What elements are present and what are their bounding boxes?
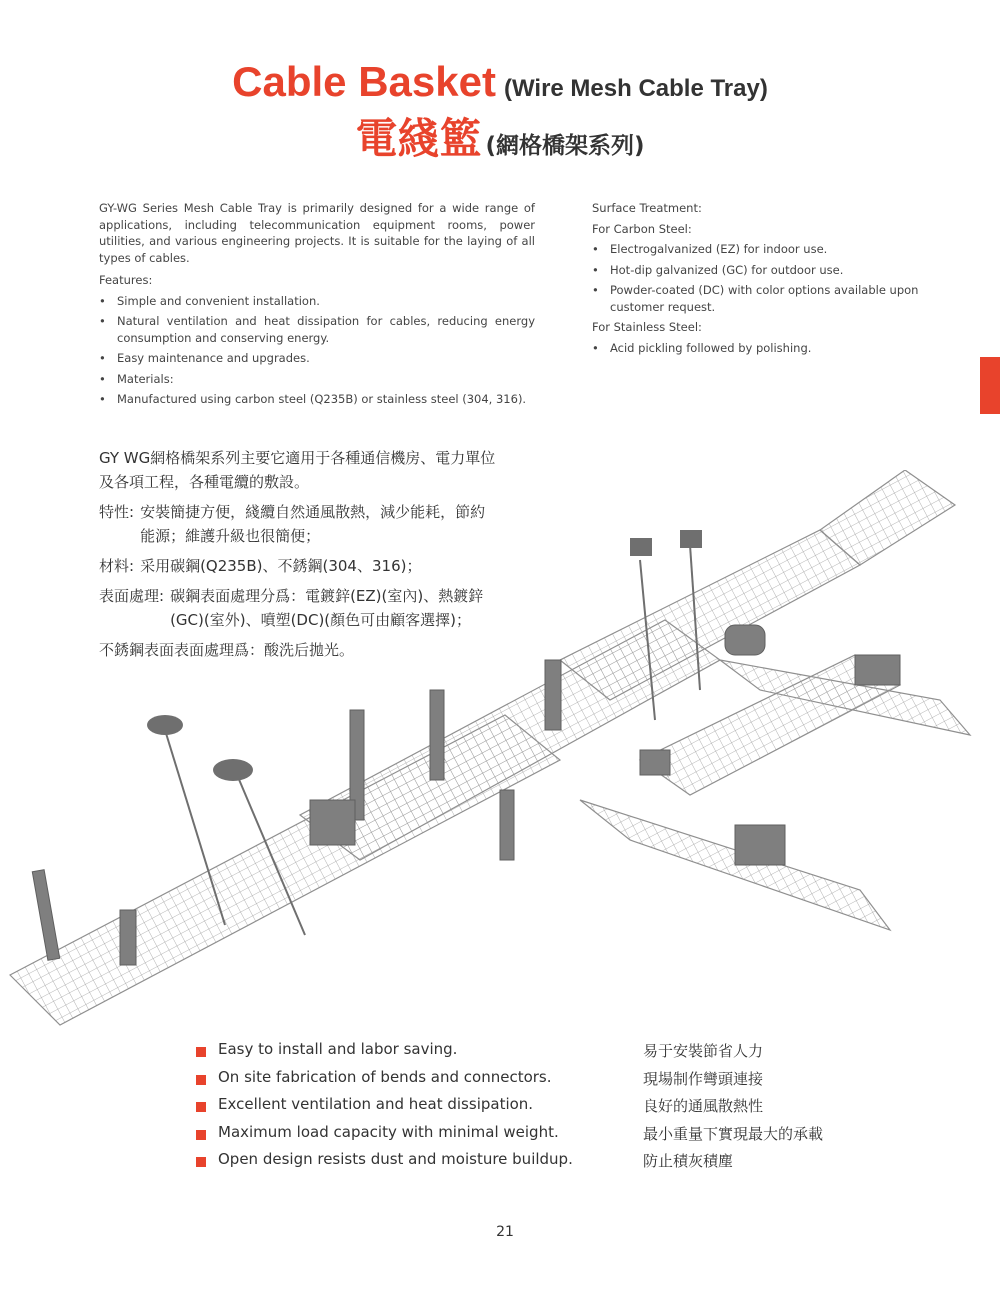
surface-treatment-section	[592, 200, 932, 360]
zh-intro: GY WG網格橋架系列主要它適用于各種通信機房、電力單位及各項工程，各種電纜的敷設。	[99, 449, 496, 491]
ceiling-mount	[213, 759, 253, 781]
features-heading: Features:	[99, 273, 153, 287]
list-item: • Acid pickling followed by polishing.	[592, 340, 932, 357]
benefit-zh: 防止積灰積塵	[643, 1152, 734, 1170]
title-zh-main: 電綫籃	[355, 114, 482, 163]
bullet-square-icon	[196, 1102, 206, 1112]
zh-features-label: 特性:	[99, 503, 135, 521]
zh-stainless-text: 不銹鋼表面表面處理爲：酸洗后拋光。	[99, 641, 355, 659]
list-item: • Easy maintenance and upgrades.	[99, 350, 535, 367]
list-item	[196, 1040, 896, 1068]
title-english	[0, 58, 1000, 106]
section-tab-marker	[980, 357, 1000, 414]
intro-text: GY-WG Series Mesh Cable Tray is primarily designed for a wide range of applications, including telecommunication equipment rooms, power utilities, and various engineering projects. It is suitable for the laying of all types of cables.	[99, 201, 535, 265]
features-list	[99, 293, 535, 408]
zh-surface-label: 表面處理:	[99, 587, 165, 605]
ceiling-anchor	[680, 530, 702, 548]
zh-features-text: 安裝簡捷方便，綫纜自然通風散熱，減少能耗，節約能源；維護升級也很簡便；	[140, 503, 486, 545]
bracket-cantilever	[120, 910, 136, 965]
bracket-t-type	[545, 660, 561, 730]
benefit-zh: 易于安裝節省人力	[643, 1042, 764, 1060]
list-item: • Powder-coated (DC) with color options available upon customer request.	[592, 282, 932, 315]
list-item	[196, 1150, 896, 1178]
carbon-heading: For Carbon Steel:	[592, 221, 692, 236]
ceiling-mount	[147, 715, 183, 735]
benefit-en: On site fabrication of bends and connectors.	[218, 1067, 552, 1086]
page-number: 21	[496, 1224, 514, 1240]
surface-heading: Surface Treatment:	[592, 201, 702, 215]
benefit-zh: 良好的通風散熱性	[643, 1097, 764, 1115]
title-zh-subtitle: (網格橋架系列)	[485, 133, 645, 159]
zh-materials-text: 采用碳鋼(Q235B)、不銹鋼(304、316)；	[140, 557, 422, 575]
list-item: • Natural ventilation and heat dissipation for cables, reducing energy consumption and conserving energy.	[99, 313, 535, 346]
benefit-en: Easy to install and labor saving.	[218, 1040, 458, 1058]
list-item: • Electrogalvanized (EZ) for indoor use.	[592, 241, 932, 258]
bracket-coupler	[640, 750, 670, 775]
bullet-square-icon	[196, 1157, 206, 1167]
benefit-en: Maximum load capacity with minimal weight.	[218, 1122, 559, 1141]
bracket-spider	[855, 655, 900, 685]
list-item: • Hot-dip galvanized (GC) for outdoor use.	[592, 262, 932, 279]
list-item: • Manufactured using carbon steel (Q235B) or stainless steel (304, 316).	[99, 391, 535, 408]
list-item	[196, 1123, 896, 1151]
list-item	[196, 1095, 896, 1123]
bracket-hanger	[32, 870, 59, 961]
bullet-square-icon	[196, 1047, 206, 1057]
bullet-square-icon	[196, 1130, 206, 1140]
carbon-list	[592, 241, 932, 315]
benefit-en: Open design resists dust and moisture buildup.	[218, 1150, 573, 1168]
bracket-support	[430, 690, 444, 780]
list-item: • Simple and convenient installation.	[99, 293, 535, 310]
zh-materials-label: 材料:	[99, 557, 135, 575]
bracket-steel	[735, 825, 785, 865]
zh-surface-text: 碳鋼表面處理分爲：電鍍鋅(EZ)(室內)、熱鍍鋅(GC)(室外)、噴塑(DC)(顏色可由顧客選擇)；	[170, 587, 484, 629]
bracket-cover	[725, 625, 765, 655]
benefit-en: Excellent ventilation and heat dissipation.	[218, 1095, 534, 1113]
stainless-list	[592, 340, 932, 357]
title-chinese	[0, 106, 1000, 166]
title-subtitle: (Wire Mesh Cable Tray)	[503, 75, 768, 102]
english-description	[99, 200, 535, 412]
benefits-list	[196, 1040, 896, 1178]
ceiling-anchor	[630, 538, 652, 556]
bullet-square-icon	[196, 1075, 206, 1085]
benefit-zh: 最小重量下實現最大的承載	[643, 1124, 824, 1143]
bracket-connector	[310, 800, 355, 845]
cable-tray-assembly-illustration	[0, 470, 1000, 1050]
benefit-zh: 現場制作彎頭連接	[643, 1069, 764, 1088]
stainless-heading: For Stainless Steel:	[592, 320, 702, 334]
materials-heading: • Materials:	[99, 371, 535, 388]
bracket-l-type	[500, 790, 514, 860]
list-item	[196, 1068, 896, 1096]
title-main: Cable Basket	[232, 58, 496, 105]
